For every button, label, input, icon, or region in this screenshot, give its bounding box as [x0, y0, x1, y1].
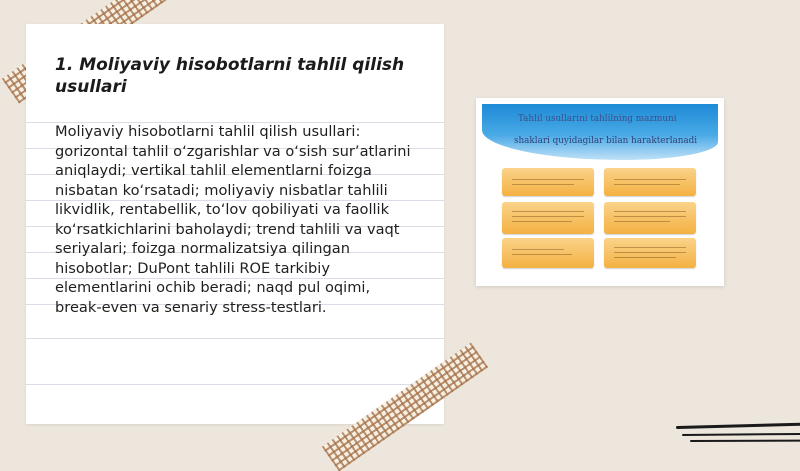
- thumbnail-box: [604, 202, 696, 234]
- paper-rule: [26, 338, 444, 339]
- thumbnail-heading-line1: Tahlil usullarini tahlilning mazmuni: [518, 114, 677, 124]
- slide-thumbnail-image: [476, 98, 724, 286]
- thumbnail-box: [604, 168, 696, 196]
- thumbnail-heading-line2: shaklari quyidagilar bilan harakterlanadi: [514, 136, 698, 146]
- thumbnail-box: [502, 168, 594, 196]
- pen-stroke-decoration: [690, 440, 800, 442]
- paper-rule: [26, 384, 444, 385]
- slide-title: 1. Moliyaviy hisobotlarni tahlil qilish usullari: [55, 55, 405, 97]
- pen-stroke-decoration: [676, 423, 800, 429]
- thumbnail-box: [604, 238, 696, 268]
- slide-body-text: Moliyaviy hisobotlarni tahlil qilish usullari: gorizontal tahlil o‘zgarishlar va o‘sish sur’atlarini aniqlaydi; vertikal tahlil elementlarni foizga nisbatan ko‘rsatadi; moliyaviy nisbatlar tahlili likvidlik, rentabellik, to‘lov qobiliyati va faollik ko‘rsatkichlarini baholaydi; trend tahlili va vaqt seriyalari; foizga normalizatsiya qilingan hisobotlar; DuPont tahlili ROE tarkibiy elementlarini ochib beradi; naqd pul oqimi, break-even va senariy stress-testlari.: [55, 123, 411, 316]
- thumbnail-box: [502, 238, 594, 268]
- thumbnail-banner: [482, 104, 718, 160]
- thumbnail-box: [502, 202, 594, 234]
- pen-stroke-decoration: [682, 433, 800, 436]
